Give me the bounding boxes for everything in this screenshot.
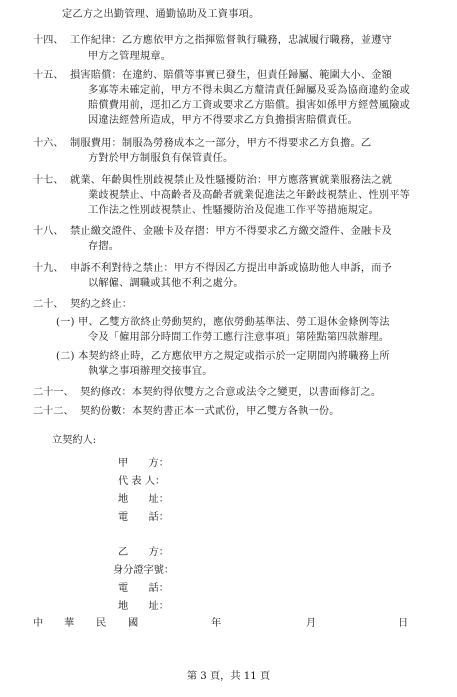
clause-number: 十五、 (33, 70, 64, 81)
page-number: 第 3 頁，共 11 頁 (186, 671, 271, 682)
clause-number: 十四、 (33, 35, 64, 46)
date-day: 日 (398, 618, 409, 629)
clause-number: 十六、 (33, 138, 64, 149)
address-a-label: 地 址： (118, 494, 169, 505)
text-line: 損害賠償：在違約、賠償等事實已發生，但責任歸屬、範圍大小、金額 (70, 70, 393, 81)
text-line: 執掌之事項辦理交接事宜。 (88, 366, 213, 377)
party-a-label: 甲 方： (118, 458, 169, 469)
text-line: 禁止繳交證件、金融卡及存摺：甲方不得要求乙方繳交證件、金融卡及 (70, 226, 393, 237)
clause-number: 二十、 (33, 299, 64, 310)
text-line: 以解僱、調職或其他不利之處分。 (88, 278, 244, 289)
clause-number: 十七、 (33, 175, 64, 186)
date-year: 年 (211, 618, 222, 629)
text-line: 定乙方之出勤管理、通勤協助及工資事項。 (62, 9, 260, 20)
clause-number: 十九、 (33, 263, 64, 274)
text-line: 存摺。 (88, 241, 120, 252)
date-char: 中 (33, 618, 44, 629)
address-b-label: 地 址： (118, 601, 169, 612)
text-line: 申訴不利對待之禁止：甲方不得因乙方提出申訴或協助他人申訴，而予 (70, 263, 393, 274)
text-line: 甲方之管理規章。 (88, 51, 172, 62)
phone-b-label: 電 話： (118, 583, 169, 594)
text-line: 工作法之性別歧視禁止、性騷擾防治及促進工作平等措施規定。 (88, 205, 379, 216)
text-line: 因違法經營所造成，甲方不得要求乙方負擔損害賠償責任。 (88, 115, 359, 126)
text-line: 令及「僱用部分時間工作勞工應行注意事項」第陸點第四款辦理。 (88, 332, 390, 343)
date-char: 華 (64, 618, 75, 629)
text-line: 制服費用：制服為勞務成本之一部分，甲方不得要求乙方負擔。乙 (70, 138, 372, 149)
date-month: 月 (306, 618, 317, 629)
text-line: 契約份數：本契約書正本一式貳份，甲乙雙方各執一份。 (80, 406, 340, 417)
text-line: 方對於甲方制服負有保管責任。 (88, 153, 234, 164)
text-line: (一) 甲、乙雙方欲終止勞動契約，應依勞動基準法、勞工退休金條例等法 (56, 317, 390, 328)
party-b-label: 乙 方： (118, 547, 169, 558)
text-line: (二) 本契約終止時，乙方應依甲方之規定或指示於一定期間內將職務上所 (56, 351, 390, 362)
clause-number: 十八、 (33, 226, 64, 237)
text-line: 業歧視禁止、中高齡者及高齡者就業促進法之年齡歧視禁止、性別平等 (88, 190, 411, 201)
text-line: 多寡等未確定前，甲方不得未與乙方釐清責任歸屬及妥為協商違約金或 (88, 85, 411, 96)
signatories-heading: 立契約人: (52, 435, 97, 446)
text-line: 工作紀律：乙方應依甲方之指揮監督執行職務，忠誠履行職務，並遵守 (70, 35, 393, 46)
date-char: 民 (96, 618, 107, 629)
id-number-label: 身分證字號： (113, 565, 175, 576)
text-line: 契約之終止： (70, 299, 133, 310)
date-char: 國 (128, 618, 139, 629)
text-line: 契約修改：本契約得依雙方之合意或法令之變更，以書面修訂之。 (80, 387, 382, 398)
text-line: 賠償費用前，逕扣乙方工資或要求乙方賠償。損害如係甲方經營風險或 (88, 100, 411, 111)
representative-label: 代 表 人： (118, 476, 166, 487)
clause-number: 二十二、 (33, 406, 74, 417)
clause-number: 二十一、 (33, 387, 74, 398)
phone-a-label: 電 話： (118, 512, 169, 523)
text-line: 就業、年齡與性別歧視禁止及性騷擾防治：甲方應落實就業服務法之就 (70, 175, 393, 186)
